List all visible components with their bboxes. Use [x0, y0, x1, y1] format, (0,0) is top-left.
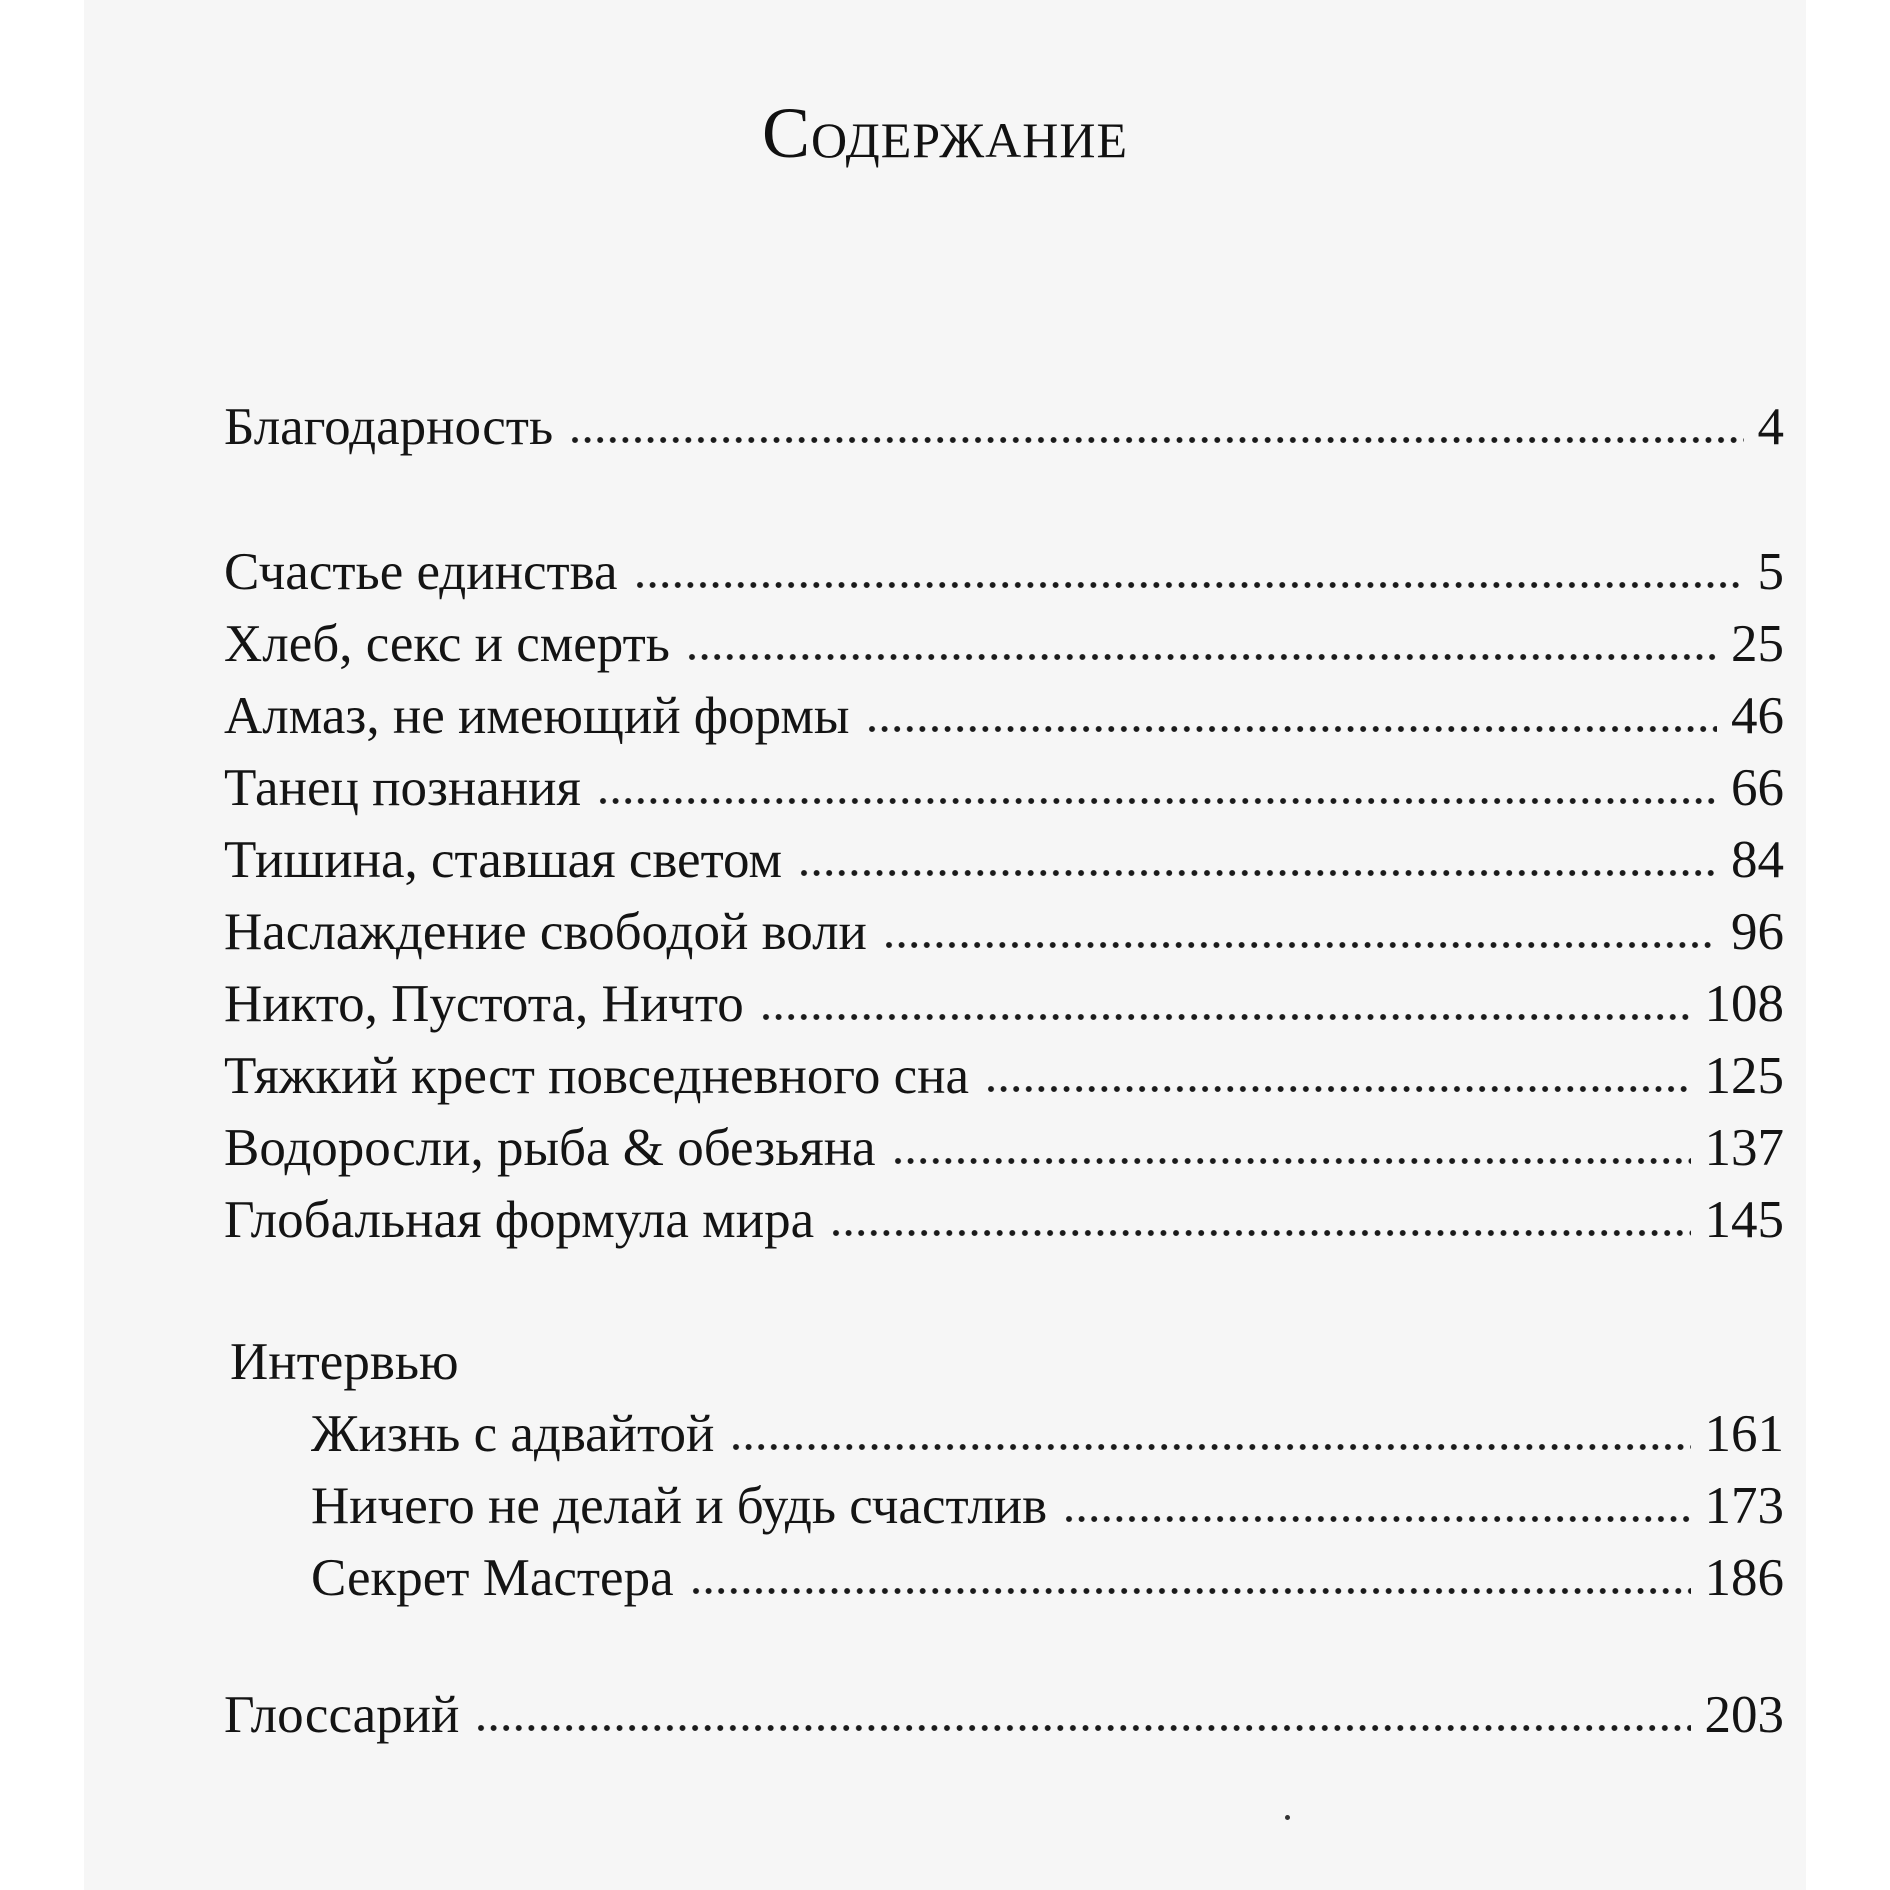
toc-entry	[224, 900, 1784, 964]
dot-leader	[762, 1013, 1691, 1021]
toc-page-number: 186	[1704, 1549, 1784, 1607]
toc-subentry	[311, 1546, 1784, 1610]
toc-entry-title: Алмаз, не имеющий формы	[224, 687, 850, 745]
dot-leader	[832, 1229, 1690, 1237]
dot-leader	[800, 869, 1717, 877]
book-page	[84, 0, 1806, 1890]
toc-entry-glossary	[224, 1683, 1784, 1747]
toc-entry	[224, 540, 1784, 604]
toc-page-number: 173	[1704, 1477, 1784, 1535]
toc-entry	[224, 828, 1784, 892]
toc-page-number: 25	[1731, 615, 1784, 673]
toc-entry	[224, 612, 1784, 676]
toc-entry	[224, 1188, 1784, 1252]
dot-leader	[692, 1587, 1691, 1595]
toc-entry-title: Глобальная формула мира	[224, 1191, 815, 1249]
toc-page-number: 66	[1731, 759, 1784, 817]
dot-leader	[885, 941, 1717, 949]
dot-leader	[732, 1443, 1690, 1451]
toc-entry	[224, 1116, 1784, 1180]
toc-page-number: 46	[1731, 687, 1784, 745]
toc-entry-title: Жизнь с адвайтой	[311, 1405, 715, 1463]
toc-entry-title: Танец познания	[224, 759, 581, 817]
toc-entry-title: Благодарность	[224, 398, 554, 456]
dot-leader	[894, 1157, 1691, 1165]
toc-entry-title: Наслаждение свободой воли	[224, 903, 867, 961]
page-title: Содержание	[761, 93, 1128, 173]
toc-page-number: 137	[1704, 1119, 1784, 1177]
toc-entry-title: Секрет Мастера	[311, 1549, 674, 1607]
dot-leader	[987, 1085, 1690, 1093]
toc-subentry	[311, 1474, 1784, 1538]
toc-entry	[224, 756, 1784, 820]
toc-page-number: 161	[1704, 1405, 1784, 1463]
toc-page-number: 203	[1704, 1686, 1784, 1744]
dot-leader	[477, 1724, 1690, 1732]
toc-page-number: 125	[1704, 1047, 1784, 1105]
section-heading-interview: Интервью	[230, 1333, 459, 1391]
toc-page-number: 4	[1757, 398, 1784, 456]
toc-entry	[224, 1044, 1784, 1108]
toc-entry	[224, 395, 1784, 459]
print-speck	[1285, 1815, 1290, 1820]
toc-subentry	[311, 1402, 1784, 1466]
toc-page-number: 84	[1731, 831, 1784, 889]
toc-entry-title: Водоросли, рыба & обезьяна	[224, 1119, 876, 1177]
toc-entry	[224, 684, 1784, 748]
toc-entry-title: Хлеб, секс и смерть	[224, 615, 670, 673]
toc-entry-title: Никто, Пустота, Ничто	[224, 975, 744, 1033]
dot-leader	[688, 653, 1717, 661]
dot-leader	[636, 581, 1744, 589]
toc-entry-title: Счастье единства	[224, 543, 618, 601]
toc-entry-title: Тяжкий крест повседневного сна	[224, 1047, 970, 1105]
dot-leader	[868, 725, 1718, 733]
toc-page-number: 5	[1757, 543, 1784, 601]
toc-entry-title: Ничего не делай и будь счастлив	[311, 1477, 1048, 1535]
dot-leader	[599, 797, 1717, 805]
toc-page-number: 96	[1731, 903, 1784, 961]
dot-leader	[1065, 1515, 1690, 1523]
dot-leader	[571, 436, 1743, 444]
toc-entry-title: Глоссарий	[224, 1686, 460, 1744]
toc-page-number: 145	[1704, 1191, 1784, 1249]
toc-page-number: 108	[1704, 975, 1784, 1033]
toc-entry	[224, 972, 1784, 1036]
toc-entry-title: Тишина, ставшая светом	[224, 831, 783, 889]
